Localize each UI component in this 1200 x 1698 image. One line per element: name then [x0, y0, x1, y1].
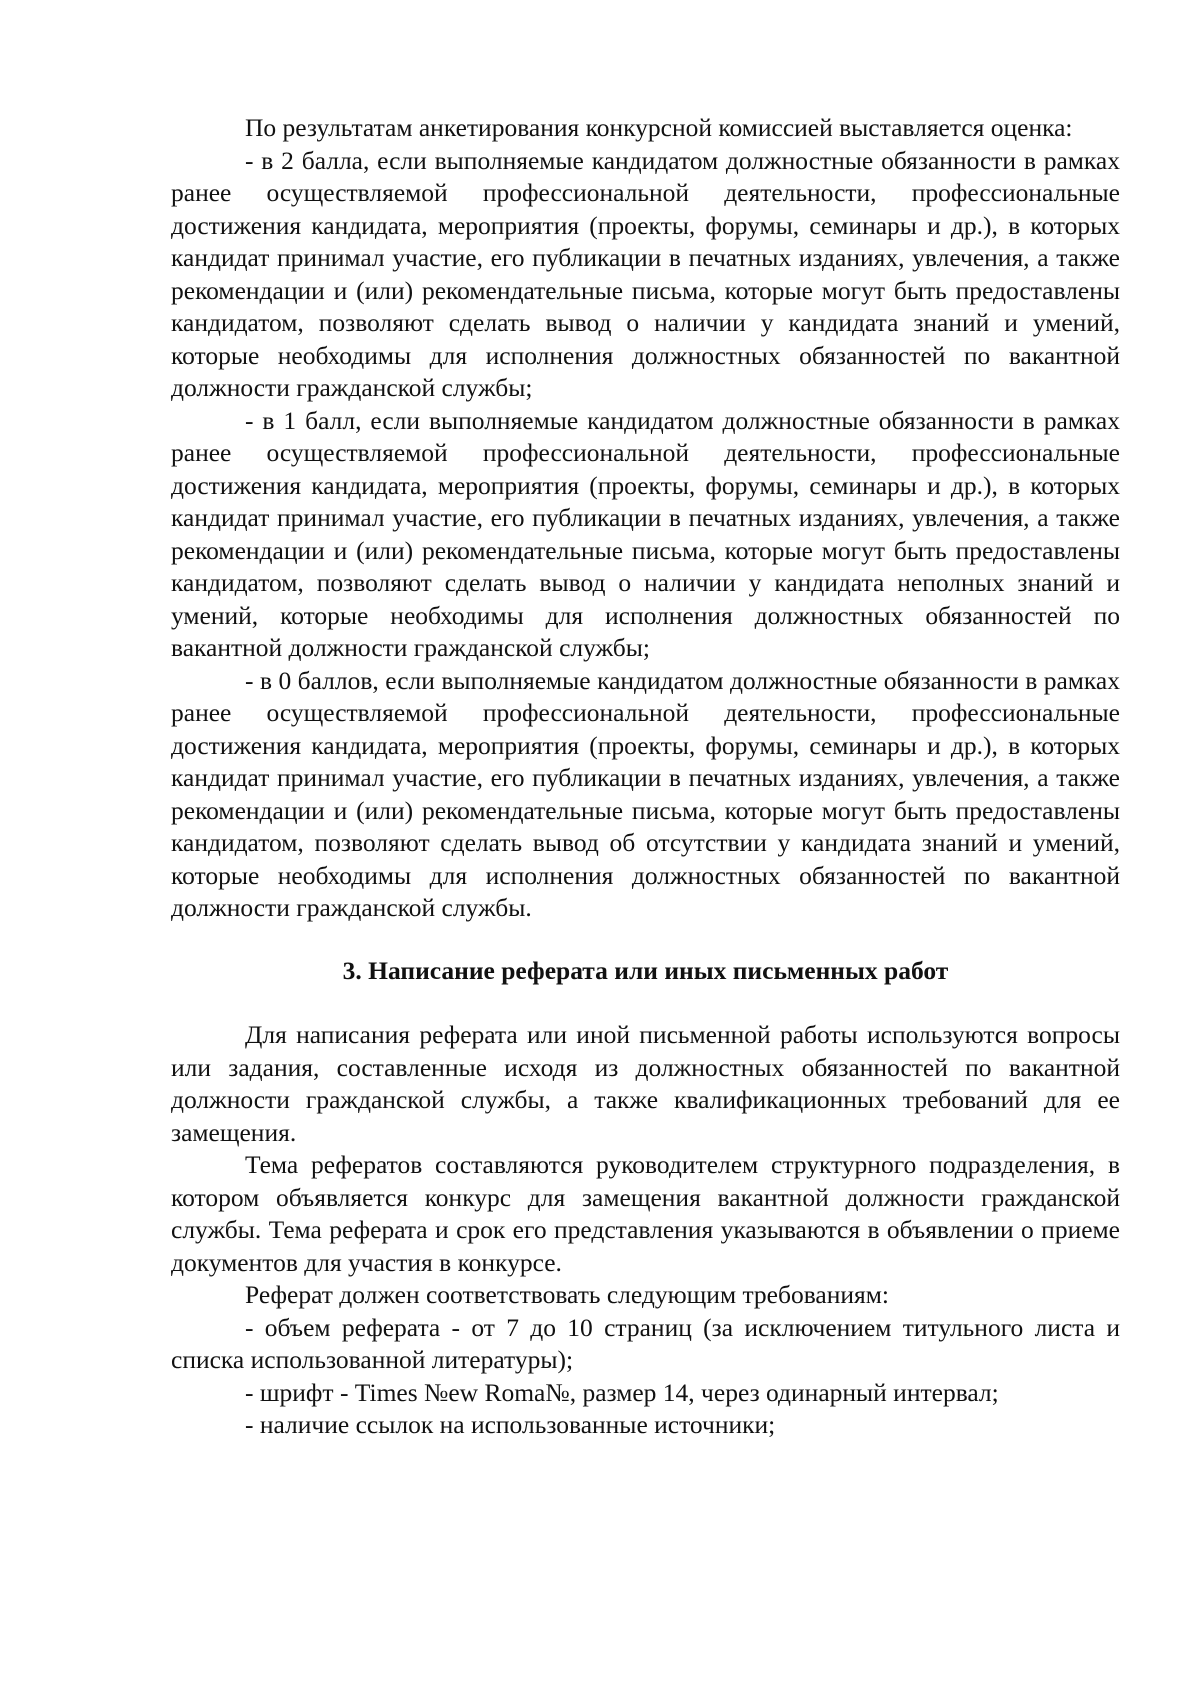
section-paragraph: Реферат должен соответствовать следующим требованиям: [245, 1280, 889, 1309]
score-0-paragraph: - в 0 баллов, если выполняемые кандидатом должностные обязанности в рамках ранее осуществляемой профессиональной деятельности, профессиональные достижения кандидата, мероприятия (проекты, форумы, семинары и др.), в которых кандидат принимал участие, его публикации в печатных изданиях, увлечения, а также рекомендации и (или) рекомендательные письма, которые могут быть предоставлены кандидатом, позволяют сделать вывод об отсутствии у кандидата знаний и умений, которые необходимы для исполнения должностных обязанностей по вакантной должности гражданской службы. [171, 665, 1120, 922]
document-page [171, 112, 1120, 1442]
requirement-item: - объем реферата - от 7 до 10 страниц (за исключением титульного листа и списка использованной литературы); [171, 1312, 1120, 1374]
intro-paragraph: По результатам анкетирования конкурсной комиссией выставляется оценка: [245, 113, 1073, 142]
section-heading: 3. Написание реферата или иных письменных работ [342, 955, 949, 985]
section-paragraph: Тема рефератов составляются руководителем структурного подразделения, в котором объявляется конкурс для замещения вакантной должности гражданской службы. Тема реферата и срок его представления указываются в объявлении о приеме документов для участия в конкурсе. [171, 1150, 1120, 1277]
score-1-paragraph: - в 1 балл, если выполняемые кандидатом должностные обязанности в рамках ранее осуществляемой профессиональной деятельности, профессиональные достижения кандидата, мероприятия (проекты, форумы, семинары и др.), в которых кандидат принимал участие, его публикации в печатных изданиях, увлечения, а также рекомендации и (или) рекомендательные письма, которые могут быть предоставлены кандидатом, позволяют сделать вывод о наличии у кандидата неполных знаний и умений, которые необходимы для исполнения должностных обязанностей по вакантной должности гражданской службы; [171, 405, 1120, 662]
requirement-item: - шрифт - Times №ew Roma№, размер 14, через одинарный интервал; [245, 1377, 999, 1407]
requirement-item: - наличие ссылок на использованные источники; [245, 1410, 776, 1439]
section-paragraph: Для написания реферата или иной письменной работы используются вопросы или задания, составленные исходя из должностных обязанностей по вакантной должности гражданской службы, а также квалификационных требований для ее замещения. [171, 1020, 1120, 1147]
score-2-paragraph: - в 2 балла, если выполняемые кандидатом должностные обязанности в рамках ранее осуществляемой профессиональной деятельности, профессиональные достижения кандидата, мероприятия (проекты, форумы, семинары и др.), в которых кандидат принимал участие, его публикации в печатных изданиях, увлечения, а также рекомендации и (или) рекомендательные письма, которые могут быть предоставлены кандидатом, позволяют сделать вывод о наличии у кандидата знаний и умений, которые необходимы для исполнения должностных обязанностей по вакантной должности гражданской службы; [171, 145, 1120, 402]
